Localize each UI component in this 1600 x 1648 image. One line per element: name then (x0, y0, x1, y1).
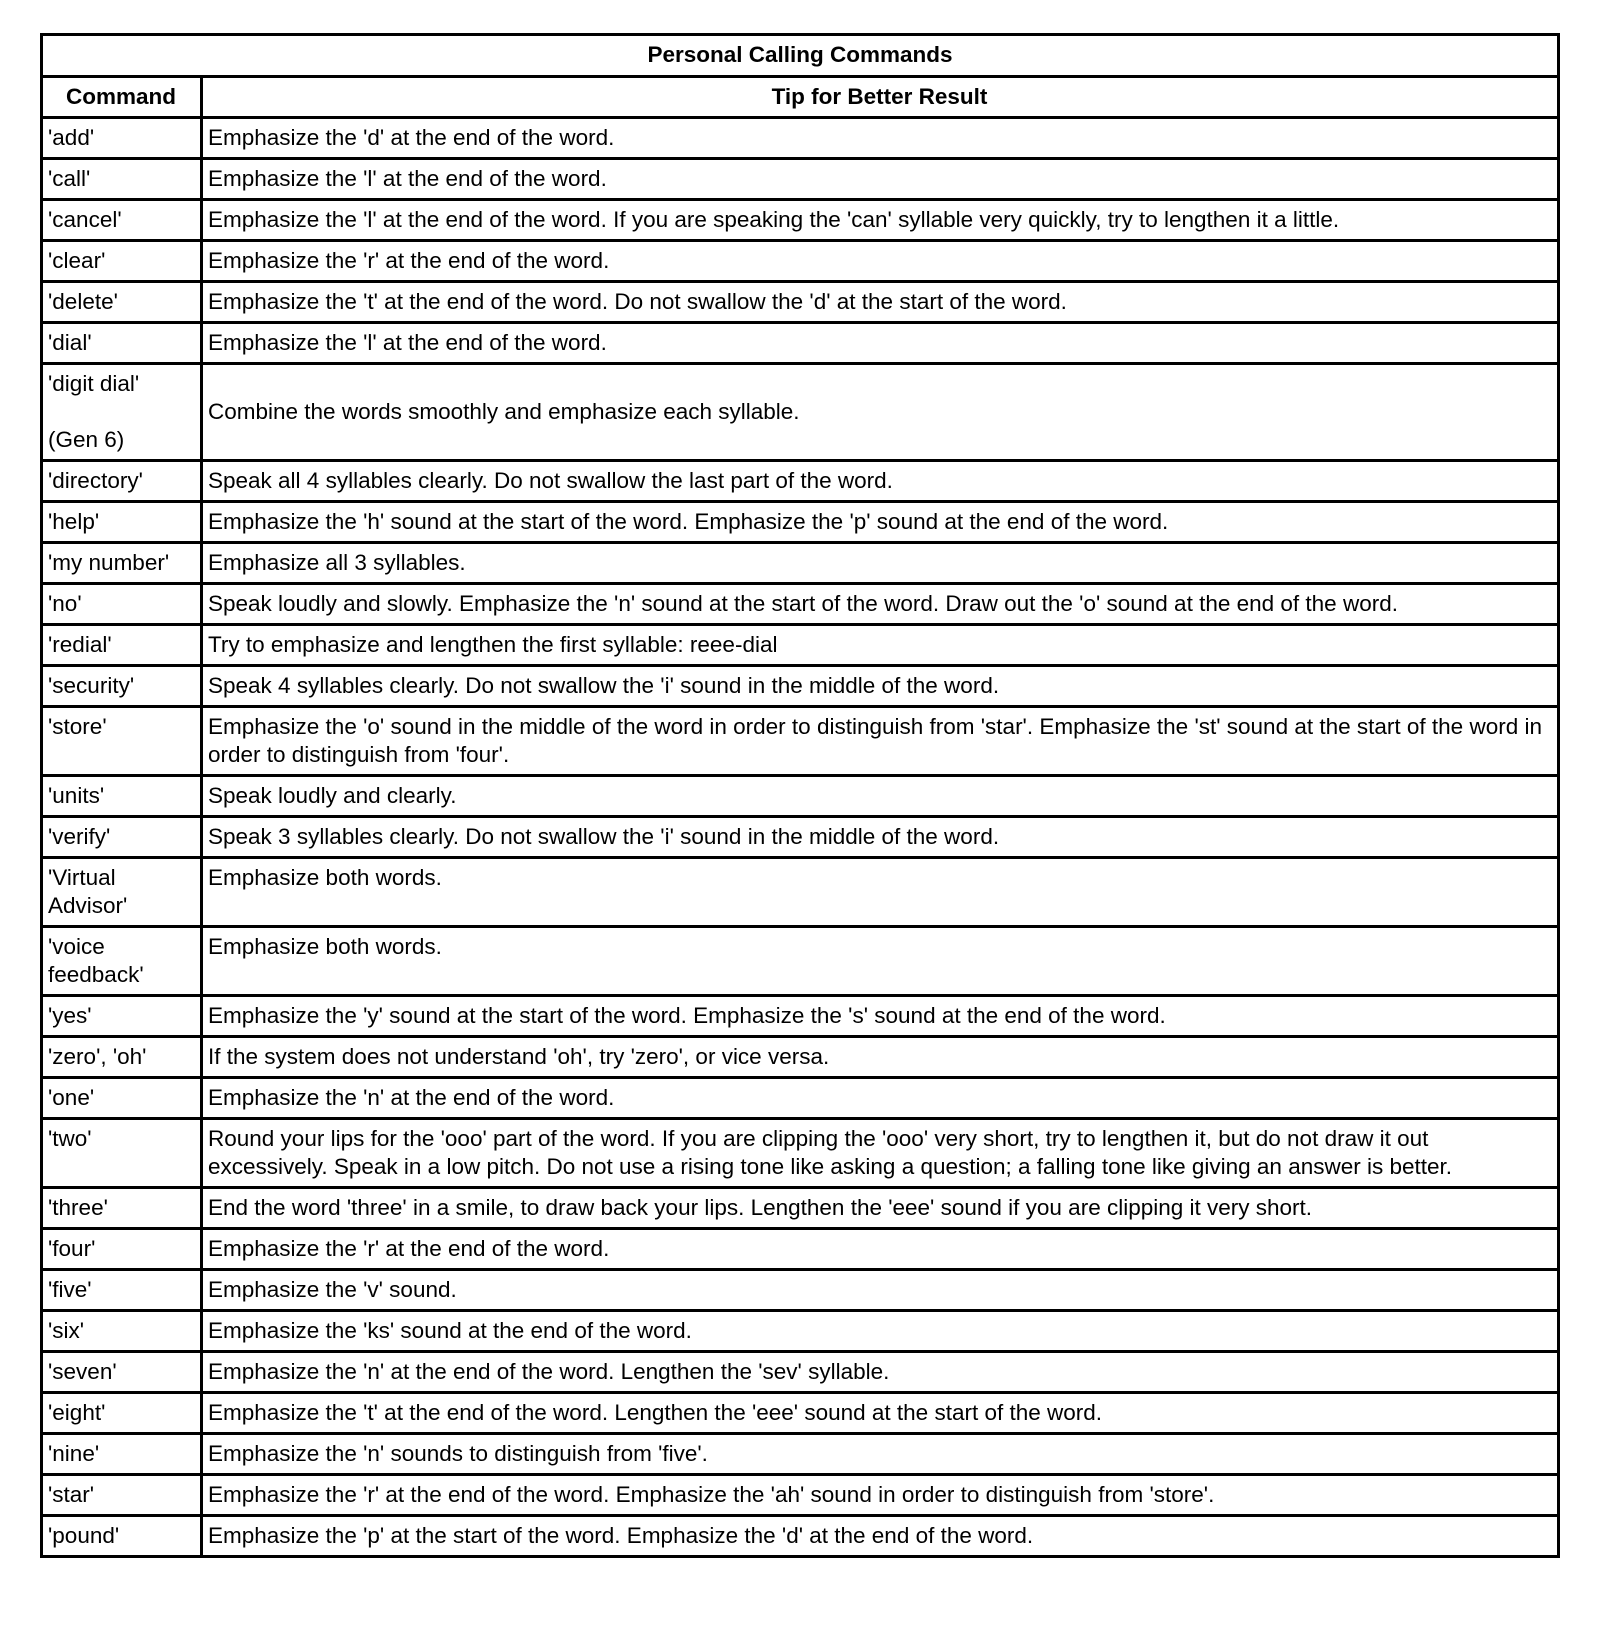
command-cell (42, 817, 202, 858)
command-name: 'no' (48, 591, 82, 616)
tip-cell: Emphasize the 'n' sounds to distinguish from 'five'. (202, 1434, 1559, 1475)
header-row (42, 77, 1559, 118)
command-name: 'Virtual Advisor' (48, 865, 128, 918)
command-cell (42, 858, 202, 927)
command-name: 'digit dial' (48, 371, 140, 396)
command-name: 'cancel' (48, 207, 122, 232)
command-cell (42, 927, 202, 996)
table-row (42, 543, 1559, 584)
command-cell (42, 200, 202, 241)
command-cell (42, 364, 202, 461)
command-cell (42, 1516, 202, 1557)
command-cell (42, 1475, 202, 1516)
command-cell (42, 666, 202, 707)
tip-cell: Emphasize both words. (202, 927, 1559, 996)
table-row (42, 200, 1559, 241)
command-cell (42, 1352, 202, 1393)
tip-cell: Emphasize the 'o' sound in the middle of the word in order to distinguish from 'star'. Emphasize the 'st' sound at the start of the word in order to distinguish from 'four'. (202, 707, 1559, 776)
tip-cell: Speak 3 syllables clearly. Do not swallow the 'i' sound in the middle of the word. (202, 817, 1559, 858)
command-cell (42, 1393, 202, 1434)
tip-cell: Emphasize the 'n' at the end of the word. (202, 1078, 1559, 1119)
command-cell (42, 625, 202, 666)
tip-cell: Emphasize the 'l' at the end of the word. If you are speaking the 'can' syllable very quickly, try to lengthen it a little. (202, 200, 1559, 241)
tip-cell: Emphasize the 't' at the end of the word. Do not swallow the 'd' at the start of the word. (202, 282, 1559, 323)
command-name: 'one' (48, 1085, 95, 1110)
command-cell (42, 584, 202, 625)
command-name: 'nine' (48, 1441, 100, 1466)
tip-cell: Emphasize the 'ks' sound at the end of the word. (202, 1311, 1559, 1352)
command-cell (42, 776, 202, 817)
table-row (42, 666, 1559, 707)
command-name: 'star' (48, 1482, 95, 1507)
command-name: 'voice feedback' (48, 934, 144, 987)
table-row (42, 776, 1559, 817)
command-name: 'delete' (48, 289, 118, 314)
command-spacer (48, 398, 194, 426)
command-name: 'six' (48, 1318, 85, 1343)
table-row (42, 584, 1559, 625)
tip-cell: Emphasize the 'r' at the end of the word. (202, 1229, 1559, 1270)
command-cell (42, 1119, 202, 1188)
command-name: 'yes' (48, 1003, 92, 1028)
table-row (42, 364, 1559, 461)
tip-cell: Emphasize the 'h' sound at the start of the word. Emphasize the 'p' sound at the end of the word. (202, 502, 1559, 543)
tip-cell: Emphasize the 'v' sound. (202, 1270, 1559, 1311)
command-cell (42, 461, 202, 502)
command-cell (42, 1270, 202, 1311)
command-cell (42, 159, 202, 200)
header-tip: Tip for Better Result (202, 77, 1559, 118)
tip-cell: Emphasize the 't' at the end of the word. Lengthen the 'eee' sound at the start of the word. (202, 1393, 1559, 1434)
table-row (42, 118, 1559, 159)
command-cell (42, 996, 202, 1037)
table-row (42, 625, 1559, 666)
command-cell (42, 118, 202, 159)
table-row (42, 858, 1559, 927)
command-name: 'call' (48, 166, 91, 191)
table-body (42, 118, 1559, 1557)
tip-cell: Speak loudly and clearly. (202, 776, 1559, 817)
command-name: 'pound' (48, 1523, 120, 1548)
command-cell (42, 282, 202, 323)
table-head (42, 35, 1559, 118)
command-cell (42, 707, 202, 776)
command-name: 'eight' (48, 1400, 106, 1425)
table-row (42, 996, 1559, 1037)
header-command: Command (42, 77, 202, 118)
table-row (42, 159, 1559, 200)
table-row (42, 282, 1559, 323)
table-row (42, 1475, 1559, 1516)
command-cell (42, 502, 202, 543)
table-row (42, 323, 1559, 364)
command-name: 'directory' (48, 468, 143, 493)
table-row (42, 461, 1559, 502)
command-cell (42, 1434, 202, 1475)
tip-cell: Emphasize the 'l' at the end of the word. (202, 159, 1559, 200)
command-name: 'help' (48, 509, 100, 534)
command-cell (42, 1078, 202, 1119)
command-name: 'clear' (48, 248, 106, 273)
table-row (42, 1229, 1559, 1270)
commands-table (40, 33, 1560, 1558)
command-cell (42, 1229, 202, 1270)
tip-cell: Speak all 4 syllables clearly. Do not swallow the last part of the word. (202, 461, 1559, 502)
tip-cell: Emphasize the 'r' at the end of the word. Emphasize the 'ah' sound in order to distinguish from 'store'. (202, 1475, 1559, 1516)
command-name: 'dial' (48, 330, 92, 355)
tip-cell: Combine the words smoothly and emphasize each syllable. (202, 364, 1559, 461)
table-row (42, 927, 1559, 996)
table-row (42, 1078, 1559, 1119)
table-row (42, 241, 1559, 282)
table-row (42, 1311, 1559, 1352)
command-cell (42, 543, 202, 584)
tip-cell: Emphasize the 'p' at the start of the word. Emphasize the 'd' at the end of the word. (202, 1516, 1559, 1557)
command-note: (Gen 6) (48, 427, 125, 452)
table-row (42, 707, 1559, 776)
table-row (42, 1119, 1559, 1188)
command-name: 'five' (48, 1277, 92, 1302)
table-row (42, 502, 1559, 543)
table-row (42, 1037, 1559, 1078)
command-cell (42, 241, 202, 282)
command-name: 'three' (48, 1195, 108, 1220)
command-name: 'two' (48, 1126, 92, 1151)
command-name: 'verify' (48, 824, 111, 849)
table-row (42, 1393, 1559, 1434)
tip-cell: Emphasize both words. (202, 858, 1559, 927)
table-row (42, 1188, 1559, 1229)
tip-cell: Emphasize the 'd' at the end of the word. (202, 118, 1559, 159)
tip-cell: Emphasize the 'n' at the end of the word. Lengthen the 'sev' syllable. (202, 1352, 1559, 1393)
tip-cell: If the system does not understand 'oh', try 'zero', or vice versa. (202, 1037, 1559, 1078)
tip-cell: Try to emphasize and lengthen the first syllable: reee-dial (202, 625, 1559, 666)
table-row (42, 817, 1559, 858)
command-name: 'add' (48, 125, 95, 150)
title-row (42, 35, 1559, 77)
table-row (42, 1434, 1559, 1475)
tip-cell: Round your lips for the 'ooo' part of the word. If you are clipping the 'ooo' very short, try to lengthen it, but do not draw it out excessively. Speak in a low pitch. Do not use a rising tone like asking a question; a falling tone like giving an answer is better. (202, 1119, 1559, 1188)
tip-cell: Emphasize the 'l' at the end of the word. (202, 323, 1559, 364)
command-name: 'four' (48, 1236, 96, 1261)
command-name: 'redial' (48, 632, 112, 657)
tip-cell: Emphasize all 3 syllables. (202, 543, 1559, 584)
command-cell (42, 1037, 202, 1078)
command-name: 'store' (48, 714, 107, 739)
command-cell (42, 1188, 202, 1229)
command-name: 'zero', 'oh' (48, 1044, 147, 1069)
tip-cell: Emphasize the 'y' sound at the start of the word. Emphasize the 's' sound at the end of the word. (202, 996, 1559, 1037)
tip-cell: Emphasize the 'r' at the end of the word. (202, 241, 1559, 282)
table-row (42, 1352, 1559, 1393)
command-name: 'units' (48, 783, 105, 808)
command-cell (42, 1311, 202, 1352)
tip-cell: Speak loudly and slowly. Emphasize the 'n' sound at the start of the word. Draw out the 'o' sound at the end of the word. (202, 584, 1559, 625)
command-name: 'seven' (48, 1359, 117, 1384)
tip-cell: End the word 'three' in a smile, to draw back your lips. Lengthen the 'eee' sound if you are clipping it very short. (202, 1188, 1559, 1229)
table-row (42, 1516, 1559, 1557)
table-row (42, 1270, 1559, 1311)
command-name: 'security' (48, 673, 135, 698)
command-cell (42, 323, 202, 364)
tip-cell: Speak 4 syllables clearly. Do not swallow the 'i' sound in the middle of the word. (202, 666, 1559, 707)
table-title: Personal Calling Commands (42, 35, 1559, 77)
command-name: 'my number' (48, 550, 170, 575)
